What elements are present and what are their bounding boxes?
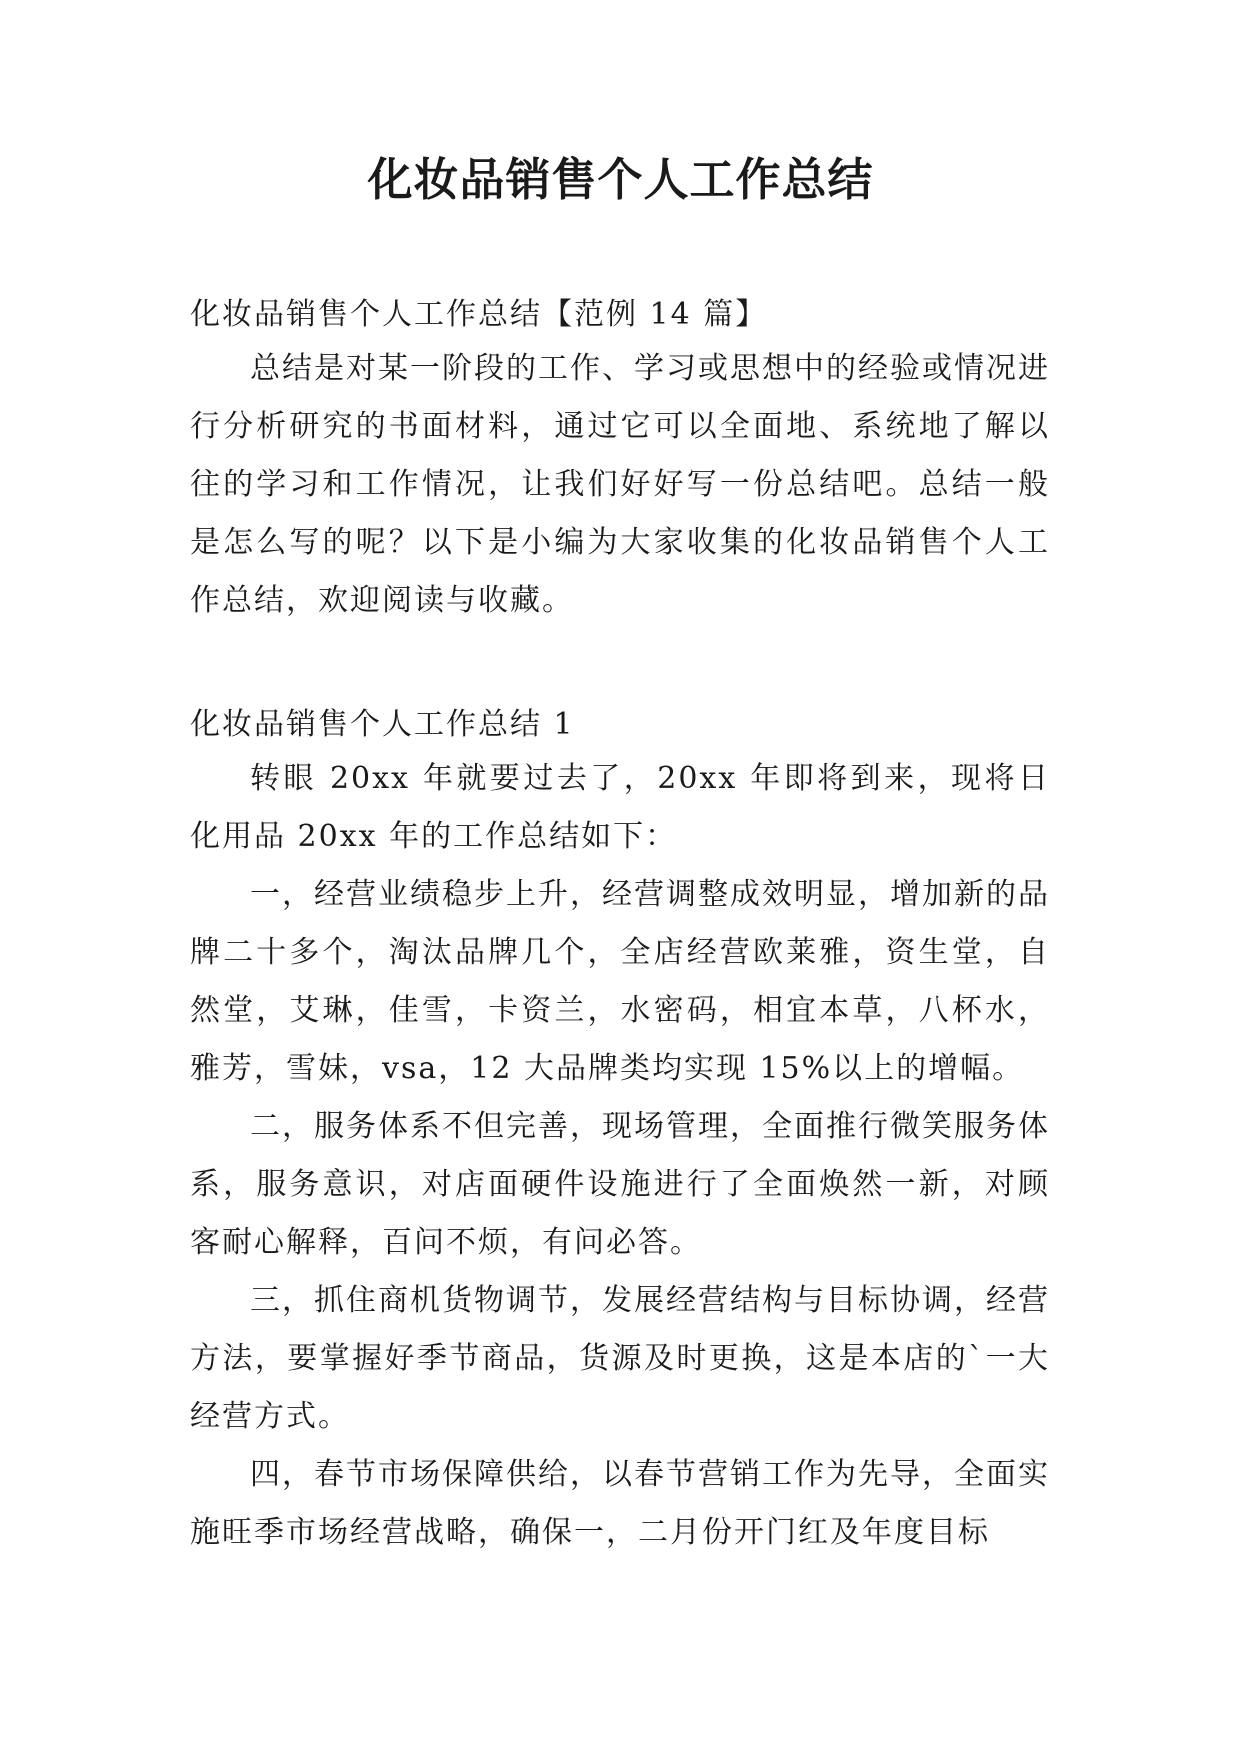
section-paragraph: 二，服务体系不但完善，现场管理，全面推行微笑服务体系，服务意识，对店面硬件设施进行了全面焕然一新，对顾客耐心解释，百问不烦，有问必答。 <box>190 1109 1050 1260</box>
section-paragraph: 转眼 20xx 年就要过去了，20xx 年即将到来，现将日化用品 20xx 年的工作总结如下： <box>190 761 1050 854</box>
section-paragraph: 一，经营业绩稳步上升，经营调整成效明显，增加新的品牌二十多个，淘汰品牌几个，全店经营欧莱雅，资生堂，自然堂，艾琳，佳雪，卡资兰，水密码，相宜本草，八杯水，雅芳，雪妹，vsa，12 大品牌类均实现 15%以上的增幅。 <box>190 877 1050 1086</box>
document-title: 化妆品销售个人工作总结 <box>367 153 874 206</box>
intro-section <box>190 340 1050 630</box>
section-paragraph: 四，春节市场保障供给，以春节营销工作为先导，全面实施旺季市场经营战略，确保一，二月份开门红及年度目标 <box>190 1457 1050 1550</box>
document-subtitle: 化妆品销售个人工作总结【范例 14 篇】 <box>190 297 768 332</box>
section-heading: 化妆品销售个人工作总结 1 <box>190 707 575 742</box>
intro-paragraph: 总结是对某一阶段的工作、学习或思想中的经验或情况进行分析研究的书面材料，通过它可以全面地、系统地了解以往的学习和工作情况，让我们好好写一份总结吧。总结一般是怎么写的呢？以下是小编为大家收集的化妆品销售个人工作总结，欢迎阅读与收藏。 <box>190 351 1050 618</box>
section-paragraph: 三，抓住商机货物调节，发展经营结构与目标协调，经营方法，要掌握好季节商品，货源及时更换，这是本店的`一大经营方式。 <box>190 1283 1050 1434</box>
section-body <box>190 750 1050 1562</box>
